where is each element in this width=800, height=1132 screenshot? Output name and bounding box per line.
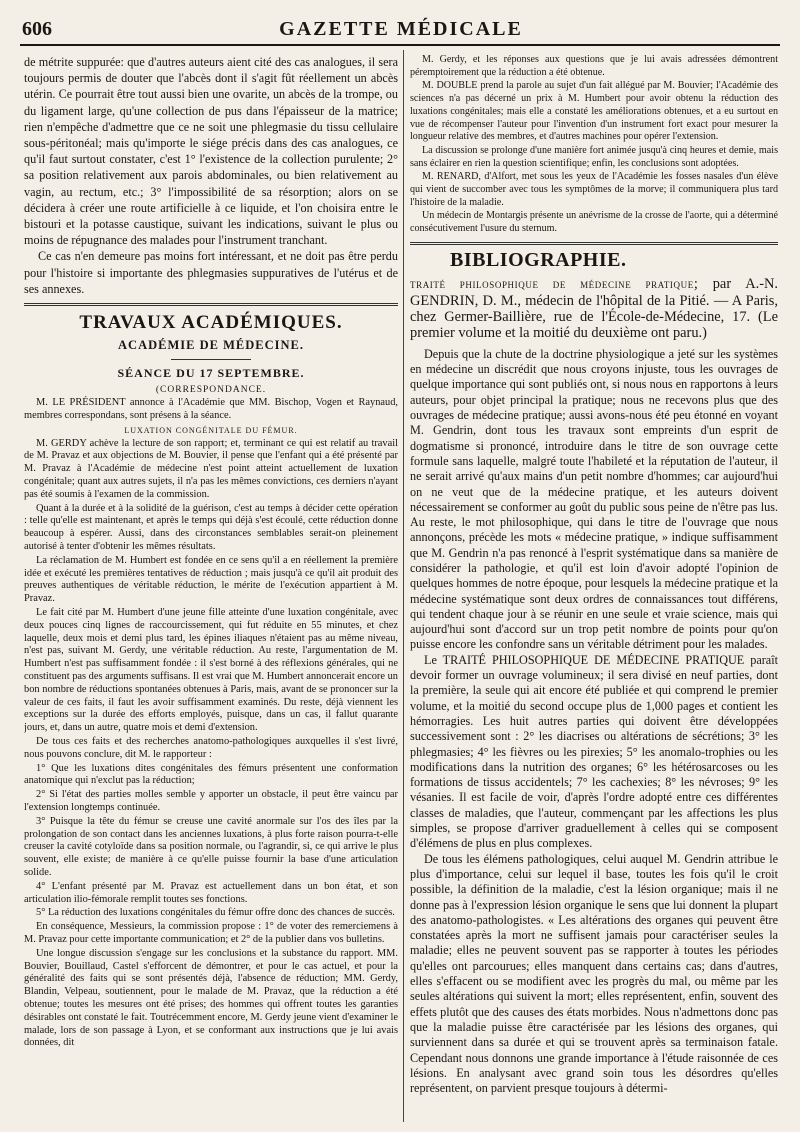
review-paragraph: De tous les élémens pathologiques, celui auquel M. Gendrin attribue le plus d'importance, celui sur lequel il base, toutes les fois qu'il le croit possible, la définition de la maladie, c'est la lésion organique; mais il ne donne pas à l'expression lésion organique le sens que lui donnent la plupart des anatomo-pathologistes. « Les altérations des organes qui peuvent être constatées après la mort ne suffisent jamais pour caractériser seules la maladie; elles ne peuvent souvent pas se rapporter à toutes les périodes qu'elles ont parcourues; elles manquent dans certains cas; dans d'autres, elles s'effacent ou se modifient avec les progrès du mal, ou même par les seules altérations qui suivent la mort; elles représentent, enfin, souvent des effets plutôt que des causes des états morbides. Nous n'admettons donc pas que la maladie puisse être caractérisée par les lésions des organes, qui surviennent dans sa durée et qui se trouvent après sa terminaison fatale. Cependant nous donnons une grande importance à l'étude raisonnée de ces lésions. En analysant avec grand soin tous les désordres qu'elles représentent, on parvient presque toujours à détermi- xyxy=(410,851,778,1096)
report-paragraph: 3° Puisque la tête du fémur se creuse une cavité anormale sur l'os des îles par la prolongation de son contact dans les anciennes luxations, à plus forte raison pourra-t-elle creuser la cavité cotyloïde dans sa position normale, ou l'agrandir, si, ce qui arrive le plus souvent, elle existe; de manière à ce qu'elle puisse fournir la base d'une articulation solide. xyxy=(24,815,398,878)
discussion-paragraph: M. DOUBLE prend la parole au sujet d'un fait allégué par M. Bouvier; l'Académie des sciences n'a pas décerné un prix à M. Humbert pour avoir obtenu la réduction des luxations congénitales; mais elle a constaté les améliorations obtenues, et a eu surtout en vue de récompenser l'auteur pour l'invention d'un instrument fort exact pour mesurer la longueur relative des membres, et d'autres machines pour opérer l'extension. xyxy=(410,80,778,143)
report-paragraph: Le fait cité par M. Humbert d'une jeune fille atteinte d'une luxation congénitale, avec deux pouces cinq lignes de raccourcissement, qui fut réduite en 55 minutes, et chez laquelle, deux mois et demi plus tard, les épines iliaques n'étaient pas au même niveau, n'est pas, suivant M. Gerdy, une véritable réduction. Au reste, l'argumentation de M. Humbert n'est pas suffisamment fondée : il s'est borné à des réflexions générales, qui ne constituent pas des arguments suffisans. Il est vrai que M. Humbert annoncerait encore un bon nombre de réductions spontanées obtenues à Paris, mais, avant de se prononcer sur la valeur de ces faits, il faut les avoir suffisamment examinés. Du reste, déjà viennent les exceptions sur la durée des efforts employés, puisque, dans un cas, il fallut quarante jours, et, dans un autre, quatre mois et demi d'extension. xyxy=(24,607,398,734)
page-header xyxy=(22,14,780,44)
page-number: 606 xyxy=(22,18,52,40)
section-rule xyxy=(410,242,778,245)
section-title: TRAVAUX ACADÉMIQUES. xyxy=(79,312,343,334)
discussion-paragraph: M. Gerdy, et les réponses aux questions que je lui avais adressées démontrent péremptoirement que la réduction a été obtenue. xyxy=(410,54,778,78)
book-details: ; par A.-N. GENDRIN, D. M., médecin de l'hôpital de la Pitié. — A Paris, chez Germer-Baillière, rue de l'École-de-Médecine, 17. (Le premier volume et la moitié du deuxième ont paru.) xyxy=(410,275,778,341)
intro-paragraph: de métrite suppurée: que d'autres auteurs aient cité des cas analogues, il sera toujours permis de douter que l'abcès dont il s'agit fût réellement un abcès utérin. Ce pourrait être tout aussi bien une ovarite, un abcès de la trompe, ou du ligament large, qu'une collection de pus dans l'épaisseur de la matrice; rien n'empêche d'admettre que ce ne soit une phlegmasie du tissu cellulaire sous-péritonéal; mais qu'importe le siége précis dans des cas analogues, ce qu'il faut surtout constater, c'est 1° l'existence de la collection purulente; 2° sa position relativement aux parois abdominales, ou bien relativement au vagin, au rectum, etc.; 3° l'impossibilité de sa résorption; alors on se décidera à créer une route artificielle à ce liquide, et l'on choisira entre le bistouri et la potasse caustique, suivant les indications, suivant le plus ou moins de répugnance des malades pour l'instrument tranchant. xyxy=(24,55,398,248)
left-column xyxy=(24,54,398,1122)
report-paragraph: 1° Que les luxations dites congénitales des fémurs présentent une conformation anatomique qui n'exclut pas la réduction; xyxy=(24,762,398,787)
session-heading: SÉANCE DU 17 SEPTEMBRE. xyxy=(117,366,305,381)
report-paragraph: Quant à la durée et à la solidité de la guérison, c'est au temps à décider cette opération : telle qu'elle est maintenant, et après le temps qui déjà s'est écoulé, cette réduction donne beaucoup à espérer. Aussi, dans des circonstances semblables serait-on pleinement autorisé à tenter d'obtenir les mêmes résultats. xyxy=(24,502,398,553)
bibliography-title: BIBLIOGRAPHIE. xyxy=(450,248,627,271)
report-paragraph: 4° L'enfant présenté par M. Pravaz est actuellement dans un bon état, et son articulation ilio-fémorale remplit toutes ses fonctions. xyxy=(24,880,398,905)
report-paragraph: 5° La réduction des luxations congénitales du fémur offre donc des chances de succès. xyxy=(36,907,395,919)
review-paragraph: Le TRAITÉ PHILOSOPHIQUE DE MÉDECINE PRATIQUE paraît devoir former un ouvrage volumineux; il sera divisé en neuf parties, dont la première, la seule qui ait encore été publiée et qui comprend le premier volume, et la moitié du second occupe plus de 1,000 pages et contient les hémorragies. Les huit autres parties qui doivent être développées successivement sont : 2° les diacrises ou altérations de sécrétions; 3° les phlegmasies; 4° les fièvres ou les pirexies; 5° les anomalo-trophies ou les modifications dans la nutrition des organes; 6° les hétérosarcoses ou les formations de tissus accidentels; 7° les cachexies; 8° les névroses; 9° les vésanies. Il est facile de voir, d'après l'ordre adopté entre ces différentes classes de maladies, que l'auteur, commençant par les affections les plus simples, se propose d'arriver graduellement à celles qui se composent d'élémens de plus en plus complexes. xyxy=(410,652,778,851)
report-paragraph: Une longue discussion s'engage sur les conclusions et la substance du rapport. MM. Bouvier, Bouillaud, Castel s'efforcent de démontrer, et pour le cas actuel, et pour la généralité des faits qui se sont présentés déjà, l'absence de réduction; MM. Gerdy, Blandin, Velpeau, soutiennent, pour le malade de M. Pravaz, que la réduction a été obtenue; toutes les mesures ont été prises; des hommes qui offrent toutes les garanties désirables ont constaté le fait. Toutrécemment encore, M. Gerdy jeune vient d'examiner le malade, lors de son passage à Lyon, et se conformant aux instructions que je lui avais données, dit xyxy=(24,947,398,1049)
review-paragraph: Depuis que la chute de la doctrine physiologique a jeté sur les systèmes en médecine un discrédit que nous croyons injuste, tous les ouvrages de quelque importance qui sont publiés ont, si nous nous en rapportons à leurs auteurs, pour objet principal la pratique; nous ne recevons plus que des ouvrages de médecine pratique; aussi avons-nous été peu étonné en voyant M. Gendrin, dont tous les travaux sont empreints d'un esprit de dogmatisme si prononcé, introduire dans le titre de son ouvrage cette formule sans laquelle, malgré toute l'habileté et la réputation de l'auteur, il ne serait arrivé qu'aux mains d'un petit nombre d'hommes; car aujourd'hui on ne veut que de la médecine pratique, et les auteurs doivent nécessairement se conformer au goût du public sous peine de n'être pas lus. Au reste, le mot philosophique, qui dans le titre de l'ouvrage que nous annonçons, précède les mots « médecine pratique, » indique suffisamment que M. Gendrin n'a pas renoncé à l'esprit systématique dans sa manière de considérer la pathologie, et qu'il est loin d'avoir adopté l'opinion de quelques hommes de notre époque, pour lesquels la médecine pratique et la médecine systématique sont deux ordres de connaissances tout différens, qui tendent chaque jour à se réunir en une seule et vraie science, mais qui aujourd'hui sont d'accord sur un trop petit nombre de points pour qu'on puisse encore les confondre sans un véritable détriment pour les malades. xyxy=(410,346,778,652)
discussion-paragraph: M. RENARD, d'Alfort, met sous les yeux de l'Académie les fosses nasales d'un élève qui vient de succomber avec tous les symptômes de la morve; il communiquera plus tard l'histoire de la maladie. xyxy=(410,171,778,208)
report-paragraph: En conséquence, Messieurs, la commission propose : 1° de voter des remerciemens à M. Pravaz pour cette importante communication; et 2° de la publier dans vos bulletins. xyxy=(24,921,398,945)
report-paragraph: M. GERDY achève la lecture de son rapport; et, terminant ce qui est relatif au travail de M. Pravaz et aux objections de M. Bouvier, il pense que l'enfant qui a été présenté par M. Pravaz à l'Académie de médecine n'est point atteint actuellement de luxation congénitale; quant aux autres sujets, il n'a pas les mêmes convictions, ces derniers n'ayant pas été soumis à l'examen de la commission. xyxy=(24,437,398,500)
academy-heading: ACADÉMIE DE MÉDECINE. xyxy=(118,338,304,353)
discussion-continued xyxy=(410,54,778,236)
book-title: TRAITÉ PHILOSOPHIQUE DE MÉDECINE PRATIQUE xyxy=(410,279,694,290)
section-rule xyxy=(24,303,398,306)
review-body xyxy=(410,347,778,1097)
luxation-heading: LUXATION CONGÉNITALE DU FÉMUR. xyxy=(124,425,298,435)
discussion-paragraph: La discussion se prolonge d'une manière fort animée jusqu'à cinq heures et demie, mais sans éclairer en rien la question scientifique; enfin, les conclusions sont adoptées. xyxy=(410,144,778,169)
intro-paragraph: Ce cas n'en demeure pas moins fort intéressant, et ne doit pas être perdu pour l'histoire si importante des phlegmasies suppuratives de l'utérus et de ses annexes. xyxy=(24,249,398,296)
report-paragraph: De tous ces faits et des recherches anatomo-pathologiques auxquelles il s'est livré, nous pouvons conclure, dit M. le rapporteur : xyxy=(24,735,398,760)
academy-report xyxy=(24,397,398,1050)
book-citation xyxy=(410,276,778,341)
correspondence-heading: (CORRESPONDANCE. xyxy=(155,385,267,396)
right-column xyxy=(410,54,778,1122)
report-paragraph: La réclamation de M. Humbert est fondée en ce sens qu'il a en réellement la première idée et exécuté les premières tentatives de réduction ; mais jusqu'à ce qu'il ait produit des preuves authentiques de véritable réduction, le mérite de l'exécution appartient à M. Pravaz. xyxy=(24,554,398,605)
header-rule xyxy=(20,44,780,46)
journal-title: GAZETTE MÉDICALE xyxy=(279,18,523,40)
short-rule xyxy=(171,359,251,360)
discussion-paragraph: Un médecin de Montargis présente un anévrisme de la crosse de l'aorte, qui a déterminé consécutivement l'usure du sternum. xyxy=(410,210,778,235)
column-divider xyxy=(403,50,404,1122)
report-paragraph: 2° Si l'état des parties molles semble y apporter un obstacle, il peut être vaincu par l'extension longtemps continuée. xyxy=(24,789,398,813)
president-paragraph: M. LE PRÉSIDENT annonce à l'Académie que MM. Bischop, Vogen et Raynaud, membres correspondans, sont présens à la séance. xyxy=(24,397,398,421)
